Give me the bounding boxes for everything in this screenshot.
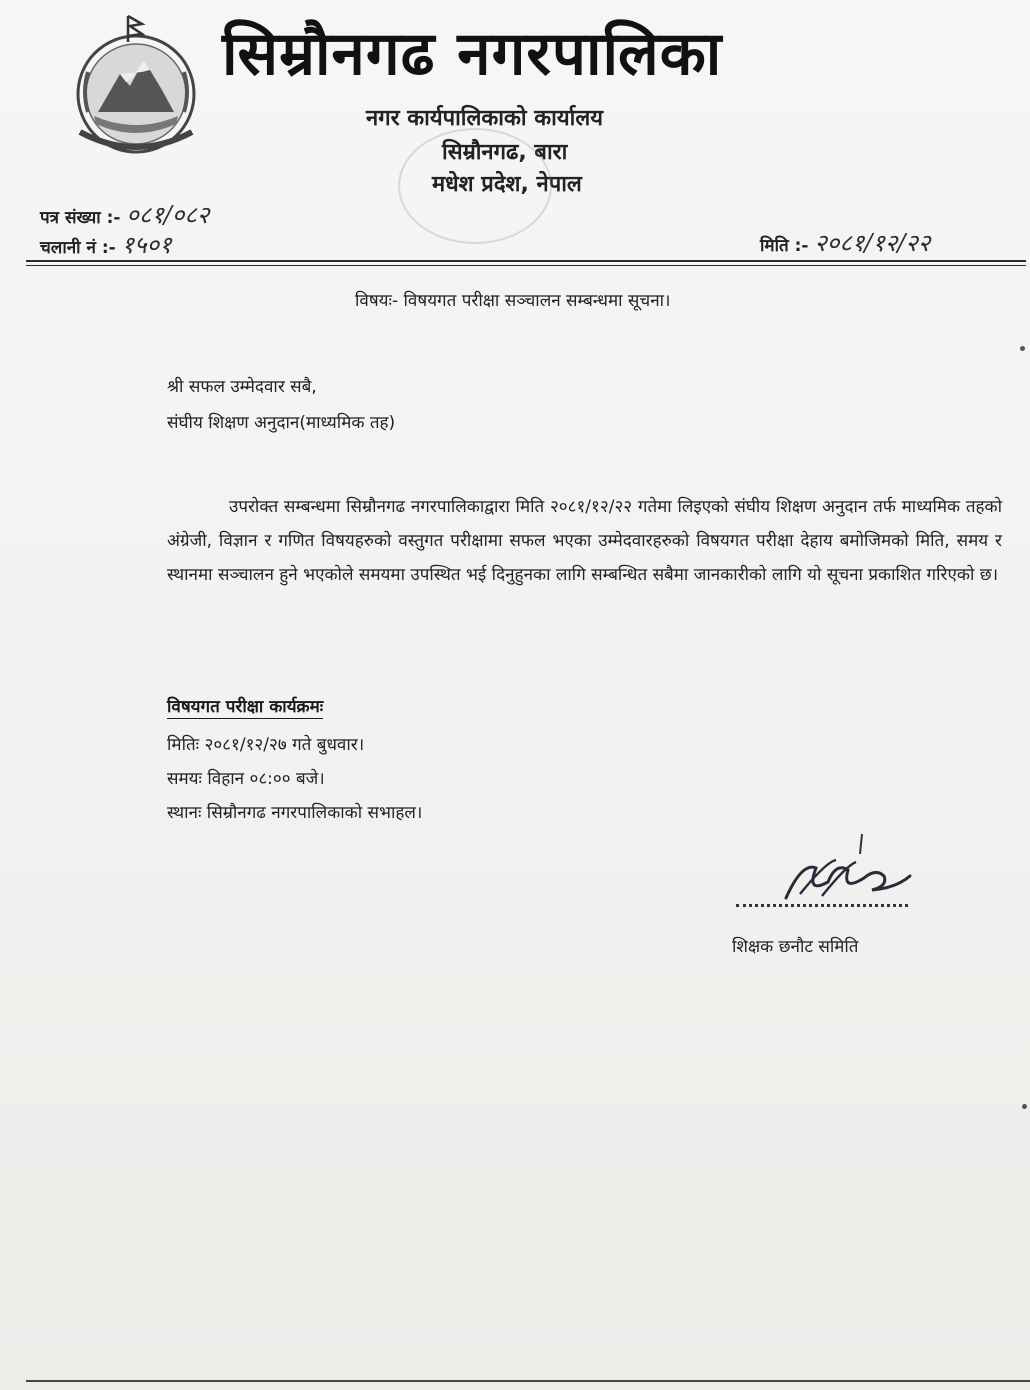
program-title: विषयगत परीक्षा कार्यक्रमः	[167, 694, 323, 719]
bottom-edge-line	[26, 1380, 1030, 1382]
letter-subject: विषयः- विषयगत परीक्षा सञ्चालन सम्बन्धमा सूचना।	[355, 291, 671, 311]
addressee-line-1: श्री सफल उम्मेदवार सबै,	[167, 377, 317, 397]
letter-number	[40, 198, 209, 231]
nepal-emblem-icon	[58, 12, 214, 162]
office-province: मधेश प्रदेश, नेपाल	[432, 172, 582, 197]
program-date: मितिः २०८१/१२/२७ गते बुधवार।	[167, 735, 365, 755]
program-time: समयः विहान ०८:०० बजे।	[167, 769, 325, 789]
dispatch-number-label: चलानी नं :-	[40, 238, 116, 258]
office-place: सिम्रौनगढ, बारा	[442, 140, 568, 165]
punch-hole	[1020, 346, 1025, 351]
dispatch-number-value: १५०१	[121, 231, 172, 259]
letter-date-label: मिति :-	[760, 236, 809, 256]
program-place: स्थानः सिम्रौनगढ नगरपालिकाको सभाहल।	[167, 803, 423, 823]
letter-date	[760, 226, 930, 259]
signature-line	[736, 904, 908, 909]
letter-date-value: २०८१/१२/२२	[814, 229, 931, 257]
handwritten-signature	[776, 832, 926, 912]
office-name: नगर कार्यपालिकाको कार्यालय	[366, 106, 603, 131]
letter-number-label: पत्र संख्या :-	[40, 208, 121, 228]
municipality-title: सिम्रौनगढ नगरपालिका	[222, 19, 723, 89]
notice-body: उपरोक्त सम्बन्धमा सिम्रौनगढ नगरपालिकाद्वारा मिति २०८१/१२/२२ गतेमा लिइएको संघीय शिक्षण अनुदान तर्फ माध्यमिक तहको अंग्रेजी, विज्ञान र गणित विषयहरुको वस्तुगत परीक्षामा सफल भएका उम्मेदवारहरुको विषयगत परीक्षा देहाय बमोजिमको मिति, समय र स्थानमा सञ्चालन हुने भएकोले समयमा उपस्थित भई दिनुहुनका लागि सम्बन्धित सबैमा जानकारीको लागि यो सूचना प्रकाशित गरिएको छ।	[167, 497, 1002, 585]
signer-name: शिक्षक छनौट समिति	[732, 937, 859, 957]
letter-number-value: ०८१/०८२	[126, 201, 210, 229]
dispatch-number	[40, 228, 172, 261]
office-stamp	[398, 128, 552, 244]
header-divider-thin	[26, 265, 1026, 266]
addressee-line-2: संघीय शिक्षण अनुदान(माध्यमिक तह)	[167, 413, 396, 433]
punch-hole	[1022, 1104, 1027, 1109]
header-divider	[26, 260, 1026, 262]
